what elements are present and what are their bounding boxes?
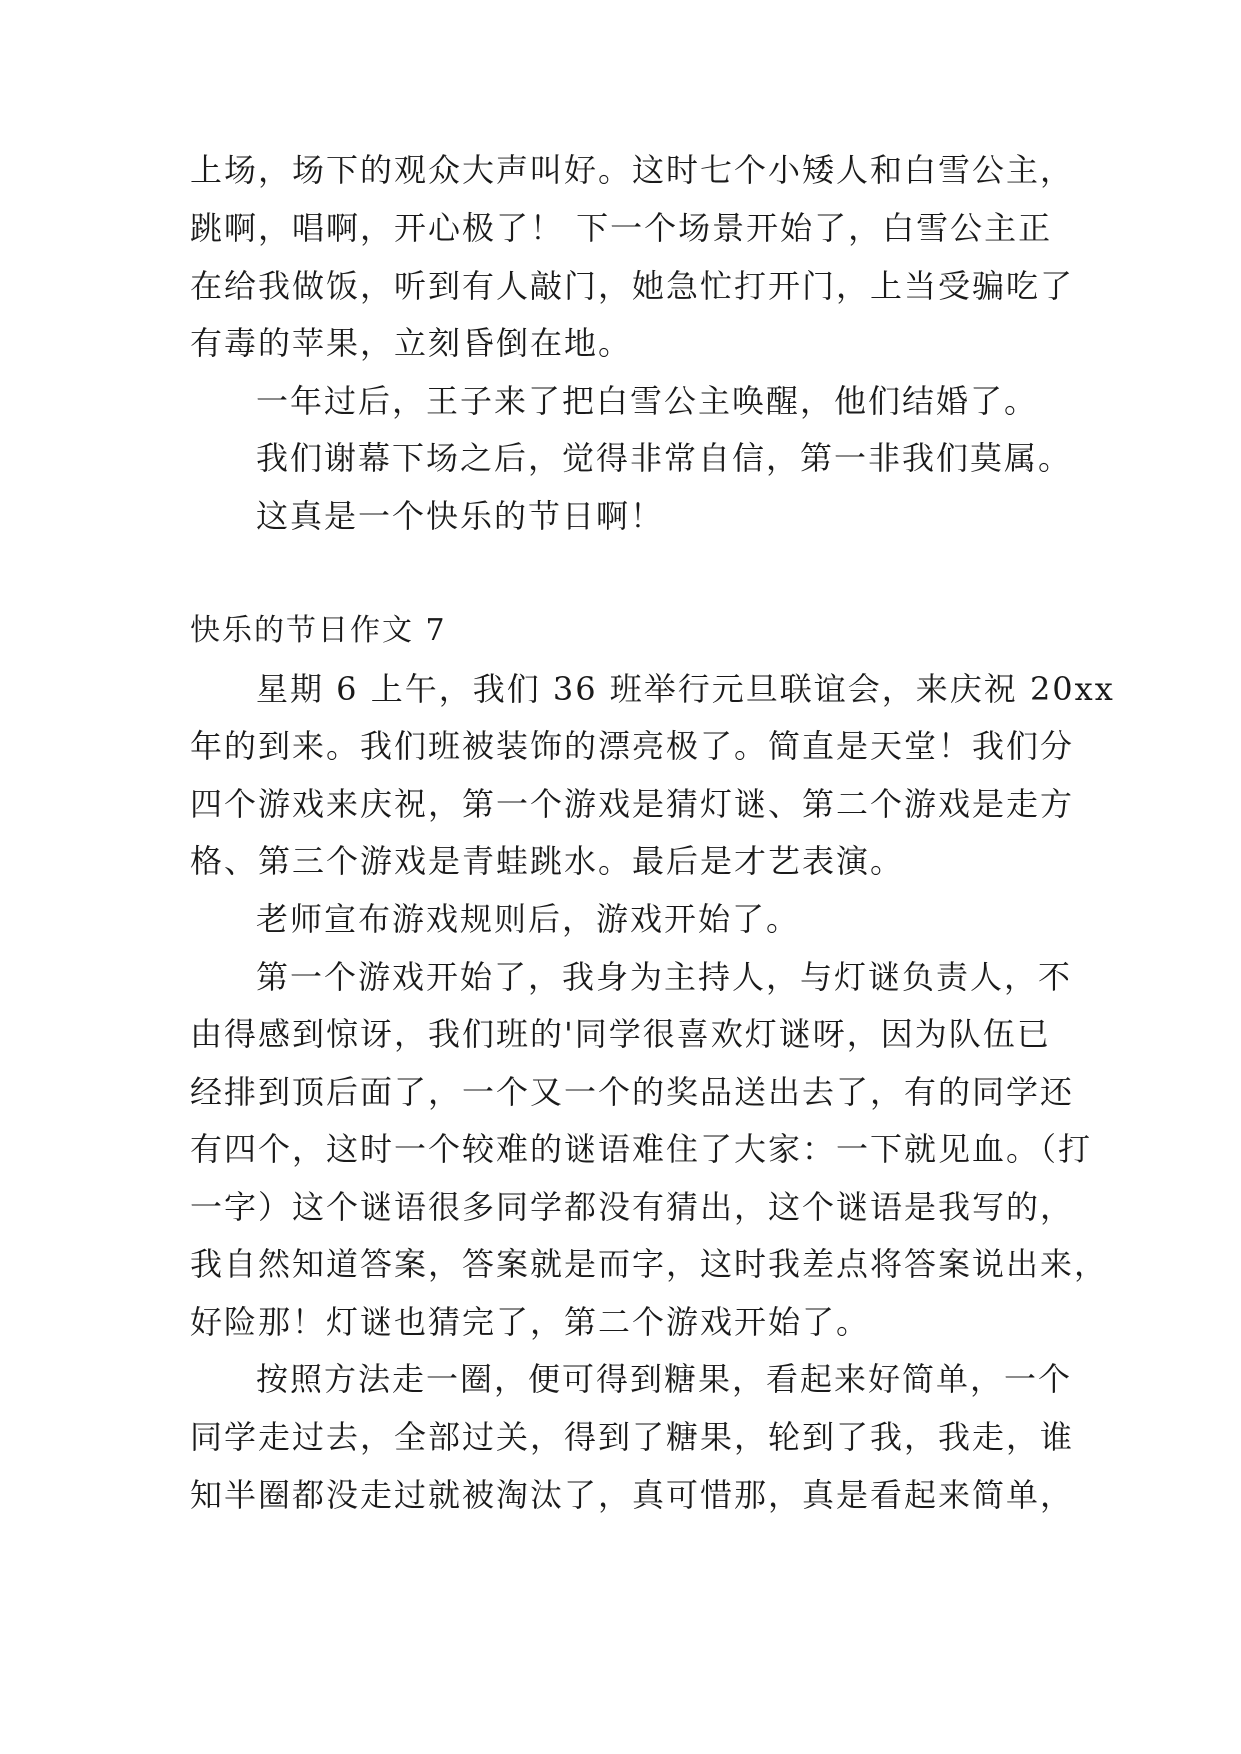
paragraph-line: 这真是一个快乐的节日啊！: [256, 497, 665, 535]
section-title: 快乐的节日作文 7: [190, 613, 447, 648]
paragraph-line: 上场，场下的观众大声叫好。这时七个小矮人和白雪公主，: [190, 151, 1075, 189]
paragraph-line: 有四个，这时一个较难的谜语难住了大家：一下就见血。（打: [190, 1130, 1093, 1168]
paragraph-line: 一字）这个谜语很多同学都没有猜出，这个谜语是我写的，: [190, 1188, 1075, 1226]
paragraph-line: 在给我做饭，听到有人敲门，她急忙打开门，上当受骗吃了: [190, 267, 1075, 305]
paragraph-line: 经排到顶后面了，一个又一个的奖品送出去了，有的同学还: [190, 1073, 1075, 1111]
paragraph-line: 有毒的苹果，立刻昏倒在地。: [190, 324, 633, 362]
paragraph-line: 四个游戏来庆祝，第一个游戏是猜灯谜、第二个游戏是走方: [190, 785, 1075, 823]
paragraph-line: 按照方法走一圈，便可得到糖果，看起来好简单，一个: [256, 1360, 1073, 1398]
paragraph-line: 一年过后，王子来了把白雪公主唤醒，他们结婚了。: [256, 382, 1039, 420]
paragraph-line: 跳啊，唱啊，开心极了！ 下一个场景开始了，白雪公主正: [190, 209, 1053, 247]
paragraph-line: 老师宣布游戏规则后，游戏开始了。: [256, 900, 801, 938]
paragraph-line: 格、第三个游戏是青蛙跳水。最后是才艺表演。: [190, 842, 905, 880]
paragraph-line: 由得感到惊讶，我们班的'同学很喜欢灯谜呀，因为队伍已: [190, 1015, 1051, 1053]
paragraph-line: 我们谢幕下场之后，觉得非常自信，第一非我们莫属。: [256, 439, 1073, 477]
paragraph-line: 知半圈都没走过就被淘汰了，真可惜那，真是看起来简单，: [190, 1476, 1075, 1514]
paragraph-line: 好险那！灯谜也猜完了，第二个游戏开始了。: [190, 1303, 871, 1341]
paragraph-line: 同学走过去，全部过关，得到了糖果，轮到了我，我走，谁: [190, 1418, 1075, 1456]
paragraph-line: 星期 6 上午，我们 36 班举行元旦联谊会，来庆祝 20xx: [256, 670, 1115, 708]
paragraph-line: 第一个游戏开始了，我身为主持人，与灯谜负责人，不: [256, 958, 1073, 996]
paragraph-line: 年的到来。我们班被装饰的漂亮极了。简直是天堂！我们分: [190, 727, 1075, 765]
paragraph-line: 我自然知道答案，答案就是而字，这时我差点将答案说出来，: [190, 1245, 1109, 1283]
